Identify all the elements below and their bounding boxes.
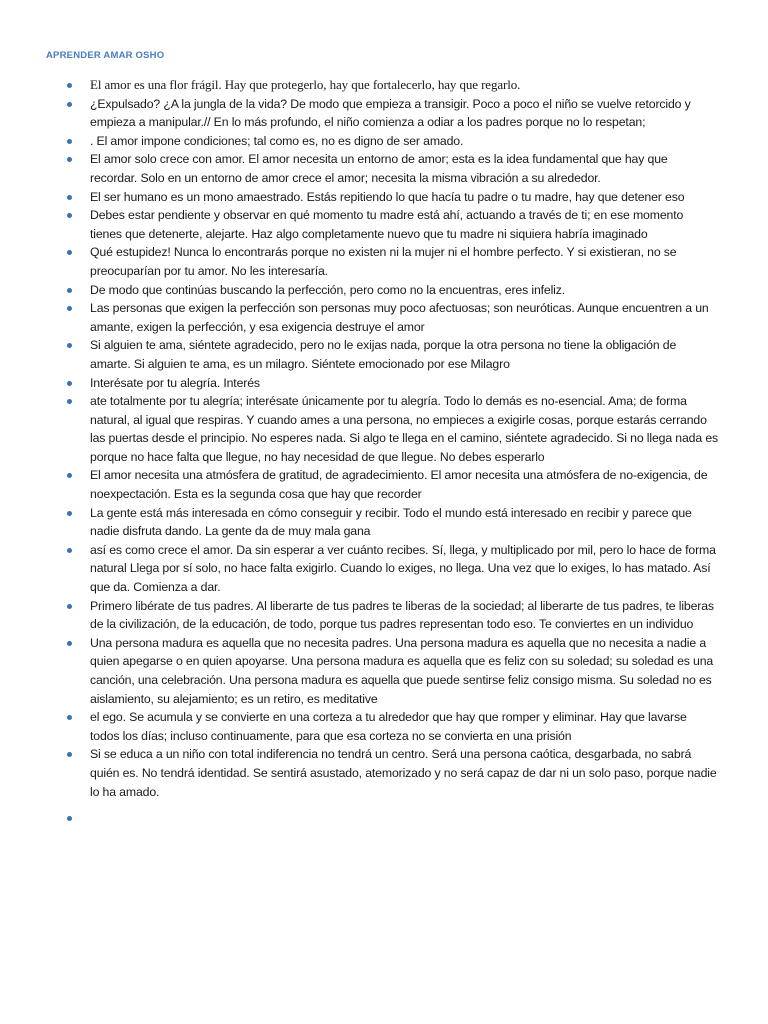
bullet-icon: [67, 604, 72, 609]
list-item-empty: [0, 809, 768, 829]
list-item-text: Si alguien te ama, siéntete agradecido, pero no le exijas nada, porque la otra persona no tiene la obligación de amarte. Si alguien te ama, es un milagro. Siéntete emocionado por ese Milagro: [90, 338, 677, 371]
bullet-icon: [67, 548, 72, 553]
bullet-icon: [67, 473, 72, 478]
list-item: [0, 466, 768, 503]
list-item: [0, 150, 768, 187]
bullet-icon: [67, 399, 72, 404]
list-item: [0, 708, 768, 745]
list-item: [0, 597, 768, 634]
list-item-text: . El amor impone condiciones; tal como es, no es digno de ser amado.: [90, 133, 464, 148]
list-item-text: el ego. Se acumula y se convierte en una corteza a tu alrededor que hay que romper y eliminar. Hay que lavarse todos los días; incluso continuamente, para que esa corteza no se convierta en una prisión: [90, 710, 687, 743]
list-item-text: Debes estar pendiente y observar en qué momento tu madre está ahí, actuando a través de ti; en ese momento tienes que detenerte, alejarte. Haz algo completamente nuevo que tu madre ni siquiera habría imaginado: [90, 208, 684, 241]
list-item: [0, 206, 768, 243]
list-item: [0, 336, 768, 373]
bullet-icon: [67, 381, 72, 386]
bullet-icon: [67, 288, 72, 293]
bullet-icon: [67, 816, 72, 821]
bullet-icon: [67, 195, 72, 200]
list-item: [0, 634, 768, 708]
bullet-icon: [67, 641, 72, 646]
bullet-icon: [67, 306, 72, 311]
list-item-text: El amor es una flor frágil. Hay que protegerlo, hay que fortalecerlo, hay que regarlo.: [90, 77, 521, 92]
list-item-text: Si se educa a un niño con total indiferencia no tendrá un centro. Será una persona caótica, desgarbada, no sabrá quién es. No tendrá identidad. Se sentirá asustado, atemorizado y no será capaz de dar ni un solo paso, porque nadie lo ha amado.: [90, 747, 717, 799]
list-item: [0, 281, 768, 300]
bullet-icon: [67, 343, 72, 348]
bullet-list: [0, 76, 768, 829]
list-item: [0, 76, 768, 95]
list-item-text: De modo que continúas buscando la perfección, pero como no la encuentras, eres infeliz.: [90, 282, 566, 297]
bullet-icon: [67, 752, 72, 757]
list-item: [0, 504, 768, 541]
list-item-text: El amor solo crece con amor. El amor necesita un entorno de amor; esta es la idea fundamental que hay que recordar. Solo en un entorno de amor crece el amor; necesita la misma vibración a su alrededor.: [90, 152, 668, 185]
list-item: [0, 299, 768, 336]
list-item: [0, 243, 768, 280]
list-item: [0, 188, 768, 207]
list-item: [0, 132, 768, 151]
bullet-icon: [67, 715, 72, 720]
bullet-icon: [67, 102, 72, 107]
bullet-icon: [67, 213, 72, 218]
list-item-text: Qué estupidez! Nunca lo encontrarás porque no existen ni la mujer ni el hombre perfecto. Y si existieran, no se preocuparían por tu amor. No les interesaría.: [90, 245, 677, 278]
list-item-text: así es como crece el amor. Da sin esperar a ver cuánto recibes. Sí, llega, y multiplicado por mil, pero lo hace de forma natural Llega por sí solo, no hace falta exigirlo. Cuando lo exiges, no llega. Una vez que lo exiges, lo has matado. Así que da. Comienza a dar.: [90, 542, 716, 595]
list-item: [0, 95, 768, 132]
list-item-text: Una persona madura es aquella que no necesita padres. Una persona madura es aquella que no necesita a nadie a quien apegarse o en quien apoyarse. Una persona madura es aquella que es feliz con su soledad; su soledad es una canción, una celebración. Una persona madura es aquella que puede sentirse feliz consigo misma. Su soledad no es aislamiento, su alejamiento; es un retiro, es meditative: [90, 635, 714, 706]
list-item: [0, 392, 768, 466]
list-item: [0, 745, 768, 801]
list-item: [0, 541, 768, 597]
document-title: APRENDER AMAR OSHO: [46, 50, 165, 61]
list-item-text: Las personas que exigen la perfección son personas muy poco afectuosas; son neuróticas. Aunque encuentren a un amante, exigen la perfección, y esa exigencia destruye el amor: [90, 301, 709, 334]
list-item-text: El ser humano es un mono amaestrado. Estás repitiendo lo que hacía tu padre o tu madre, hay que detener eso: [90, 189, 685, 204]
list-item-text: Primero libérate de tus padres. Al liberarte de tus padres te liberas de la sociedad; al liberarte de tus padres, te liberas de la civilización, de la educación, de todo, porque tus padres representan todo eso. Te conviertes en un individuo: [90, 598, 714, 632]
bullet-icon: [67, 157, 72, 162]
bullet-icon: [67, 139, 72, 144]
list-item-text: La gente está más interesada en cómo conseguir y recibir. Todo el mundo está interesado en recibir y parece que nadie disfruta dando. La gente da de muy mala gana: [90, 505, 692, 539]
list-item-text: ¿Expulsado? ¿A la jungla de la vida? De modo que empieza a transigir. Poco a poco el niño se vuelve retorcido y empieza a manipular.// En lo más profundo, el niño comienza a odiar a los padres porque no lo respetan;: [90, 96, 691, 130]
list-item: [0, 374, 768, 393]
bullet-icon: [67, 511, 72, 516]
bullet-icon: [67, 250, 72, 255]
bullet-icon: [67, 83, 72, 88]
list-item-text: ate totalmente por tu alegría; interésate únicamente por tu alegría. Todo lo demás es no-esencial. Ama; de forma natural, al igual que respiras. Y cuando ames a una persona, no empieces a exigirle cosas, porque estarás cerrando las puertas desde el principio. No esperes nada. Si algo te llega en el camino, siéntete agradecido. Si no llega nada es porque no hace falta que llegue, no hay necesidad de que llegue. No debes esperarlo: [90, 394, 719, 464]
list-item-text: El amor necesita una atmósfera de gratitud, de agradecimiento. El amor necesita una atmósfera de no-exigencia, de noexpectación. Esta es la segunda cosa que hay que recorder: [90, 468, 708, 502]
list-item-text: Interésate por tu alegría. Interés: [90, 375, 260, 390]
